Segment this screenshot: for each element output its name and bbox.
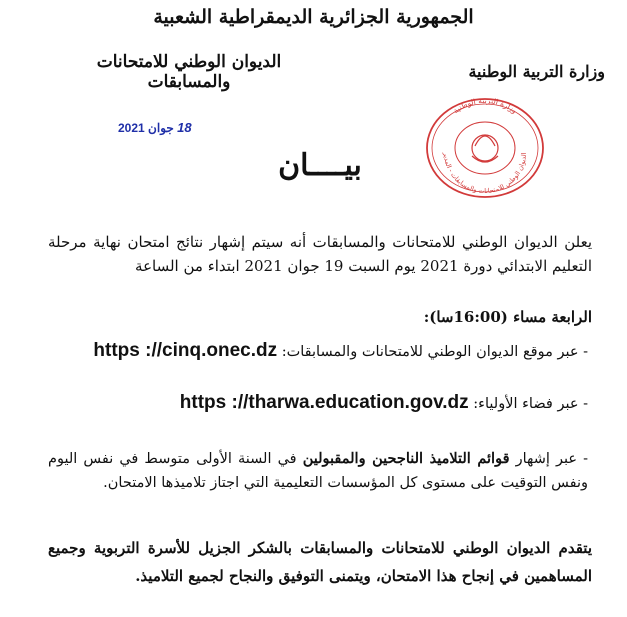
closing-thanks: يتقدم الديوان الوطني للامتحانات والمسابقات بالشكر الجزيل للأسرة التربوية وجميع المساهمين في إنجاح هذا الامتحان، ويتمنى التوفيق والنجاح لجميع التلاميذ. xyxy=(48,539,592,585)
seal-text-inner: الديوان الوطني للامتحانات والمسابقات - المدير xyxy=(441,152,529,196)
date-day: 18 xyxy=(177,120,192,135)
ministry-header: وزارة التربية الوطنية xyxy=(468,62,605,81)
date-stamp xyxy=(118,120,192,135)
bullet-lists-bold: قوائم التلاميذ الناجحين والمقبولين xyxy=(302,450,510,467)
bullet-parents-space xyxy=(48,392,588,414)
date-year: 2021 xyxy=(118,121,145,135)
bullet-school-lists xyxy=(48,447,588,495)
bullet-website-label: - عبر موقع الديوان الوطني للامتحانات والمسابقات: xyxy=(281,344,588,360)
republic-header: الجمهورية الجزائرية الديمقراطية الشعبية xyxy=(153,6,474,28)
bullet-website xyxy=(48,340,588,362)
bullet-lists-suffix: في السنة الأولى متوسط في نفس اليوم ونفس التوقيت على مستوى كل المؤسسات التعليمية التي اجتاز تلاميذها الامتحان. xyxy=(48,451,588,491)
exam-office-header: الديوان الوطني للامتحانات والمسابقات xyxy=(96,52,282,92)
date-month: جوان xyxy=(148,121,174,135)
tharwa-link[interactable]: https ://tharwa.education.gov.dz xyxy=(179,392,469,413)
announcement-time: الرابعة مساء (16:00سا): xyxy=(423,308,592,326)
statement-title: بيــــان xyxy=(278,148,362,183)
bullet-lists-prefix: - عبر إشهار xyxy=(515,451,588,467)
cinq-onec-link[interactable]: https ://cinq.onec.dz xyxy=(93,340,278,361)
bullet-parents-label: - عبر فضاء الأولياء: xyxy=(473,396,588,412)
announcement-paragraph: يعلن الديوان الوطني للامتحانات والمسابقات أنه سيتم إشهار نتائج امتحان نهاية مرحلة التعليم الابتدائي دورة 2021 يوم السبت 19 جوان 2021 ابتداء من الساعة xyxy=(48,233,592,275)
official-seal-icon xyxy=(420,96,550,200)
svg-text:الديوان الوطني للامتحانات والم xyxy=(442,151,528,195)
seal-text-outer: وزارة التربية الوطنية xyxy=(451,96,519,116)
svg-text:وزارة التربية الوطنية xyxy=(451,96,519,116)
